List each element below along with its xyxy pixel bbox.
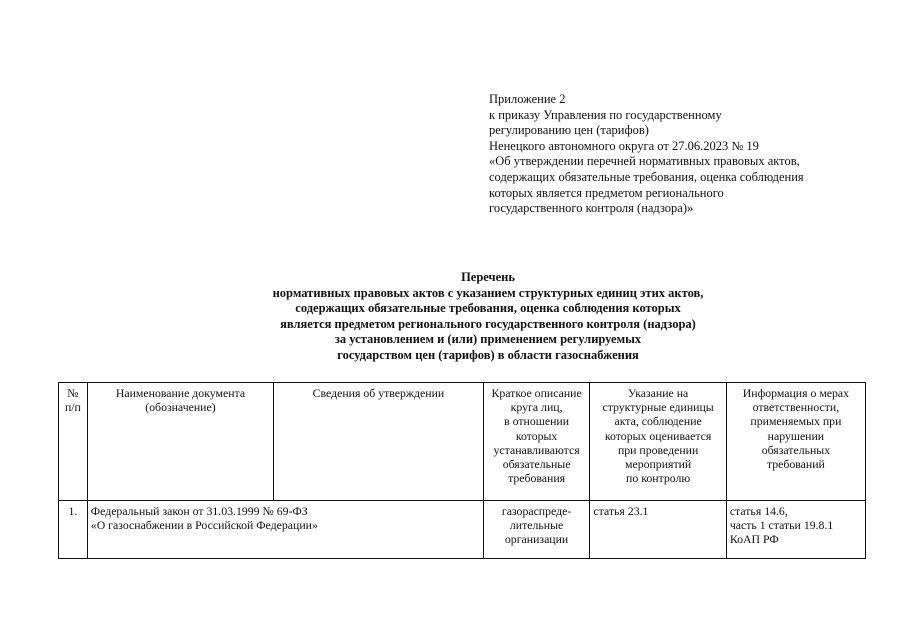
header-circle-line: устанавливаются: [493, 442, 580, 457]
row-document-line: Федеральный закон от 31.03.1999 № 69-ФЗ: [90, 504, 308, 518]
header-resp-line: ответственности,: [752, 400, 840, 415]
appendix-line: государственного контроля (надзора)»: [489, 201, 694, 216]
row-units-line: статья 23.1: [593, 504, 649, 518]
header-units-line: которых оценивается: [604, 428, 712, 443]
header-num: [59, 383, 88, 501]
row-resp-line: часть 1 статьи 19.8.1: [729, 518, 834, 533]
table-header-row: [59, 383, 866, 501]
header-circle-line: которых: [515, 428, 558, 443]
header-circle-line: обязательные: [502, 457, 571, 472]
header-responsibility: [726, 383, 865, 501]
row-document-line: «О газоснабжении в Российской Федерации»: [90, 518, 318, 533]
title-line: Перечень: [461, 270, 515, 284]
row-structural-units: [590, 501, 726, 559]
row-persons-circle: [483, 501, 590, 559]
header-num-line: п/п: [64, 400, 81, 415]
header-circle-line: в отношении: [504, 414, 570, 429]
header-document-name: [87, 383, 273, 501]
header-info-line: Сведения об утверждении: [312, 386, 445, 400]
title-line: государством цен (тарифов) в области газоснабжения: [337, 347, 639, 362]
header-units-line: при проведении: [617, 442, 699, 457]
appendix-line: Ненецкого автономного округа от 27.06.2023 № 19: [489, 138, 759, 153]
header-units-line: мероприятий: [625, 457, 692, 472]
header-structural-units: [590, 383, 726, 501]
header-units-line: структурные единицы: [602, 400, 714, 415]
title-line: за установлением и (или) применением регулируемых: [334, 332, 642, 347]
title-line: нормативных правовых актов с указанием структурных единиц этих актов,: [272, 285, 704, 300]
appendix-line: к приказу Управления по государственному: [489, 107, 722, 122]
title-line: является предметом регионального государственного контроля (надзора): [280, 316, 696, 331]
row-circle-line: организации: [504, 532, 569, 547]
header-units-line: Указание на: [627, 386, 689, 400]
header-units-line: по контролю: [626, 471, 691, 486]
header-name-line: Наименование документа: [115, 386, 246, 400]
row-resp-line: КоАП РФ: [729, 532, 779, 547]
row-responsibility: [726, 501, 865, 559]
appendix-line: регулированию цен (тарифов): [489, 123, 649, 138]
title-line: содержащих обязательные требования, оценка соблюдения которых: [295, 301, 681, 316]
header-approval-info: [274, 383, 484, 501]
appendix-line: «Об утверждении перечней нормативных правовых актов,: [489, 154, 800, 169]
header-resp-line: обязательных: [761, 442, 831, 457]
header-resp-line: нарушении: [767, 428, 825, 443]
header-resp-line: требований: [766, 457, 825, 472]
header-circle-line: Краткое описание: [491, 386, 582, 400]
header-persons-circle: [483, 383, 590, 501]
row-resp-line: статья 14.6,: [729, 504, 788, 518]
appendix-header: [489, 92, 889, 217]
row-circle-line: газораспреде-: [501, 504, 572, 518]
appendix-line: содержащих обязательные требования, оценка соблюдения: [489, 169, 804, 184]
table-row: [59, 501, 866, 559]
header-resp-line: применяемых при: [750, 414, 842, 429]
header-circle-line: требования: [508, 471, 566, 486]
header-resp-line: Информация о мерах: [742, 386, 850, 400]
row-num: 1.: [59, 501, 88, 559]
appendix-line: которых является предметом регионального: [489, 185, 724, 200]
acts-table: [58, 382, 866, 559]
row-circle-line: лительные: [509, 518, 564, 533]
appendix-line: Приложение 2: [489, 92, 566, 106]
header-circle-line: круга лиц,: [510, 400, 563, 415]
document-title: [180, 270, 796, 364]
header-name-line: (обозначение): [145, 400, 216, 415]
header-num-line: №: [67, 386, 79, 400]
row-document: [87, 501, 483, 559]
header-units-line: акта, соблюдение: [614, 414, 702, 429]
